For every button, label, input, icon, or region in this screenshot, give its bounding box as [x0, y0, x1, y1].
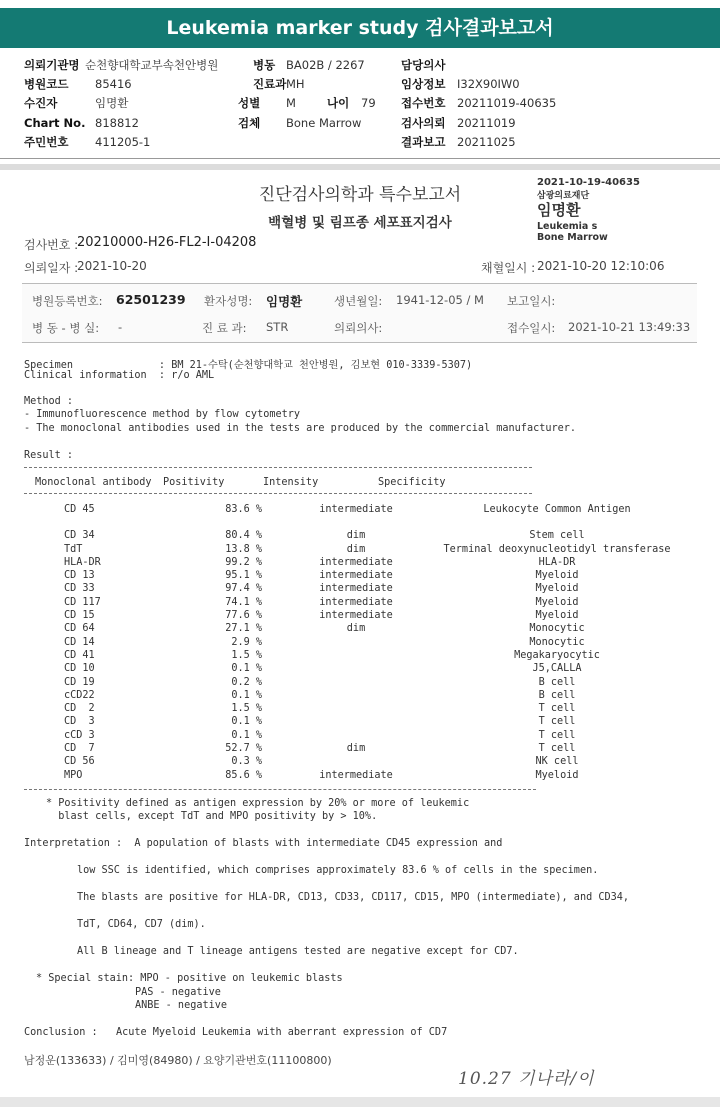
intensity-cell: [262, 662, 412, 675]
result-heading: Result :: [24, 450, 74, 461]
antibody-cell: HLA-DR: [64, 556, 101, 568]
specificity-cell: NK cell: [535, 756, 579, 768]
report-header-title: Leukemia marker study 검사결과보고서: [0, 8, 720, 48]
stamp-name: 임명환: [537, 201, 581, 219]
intensity-cell: dim: [346, 530, 366, 542]
header-field-label: 임상정보: [401, 77, 446, 91]
report-date-label: 보고일시:: [507, 294, 556, 308]
intensity-cell: intermediate: [319, 596, 393, 608]
table-row: [24, 636, 702, 649]
interpretation-line-4: TdT, CD64, CD7 (dim).: [77, 919, 206, 930]
header-field-label: 성별: [238, 96, 261, 110]
report-title: 진단검사의학과 특수보고서: [258, 185, 462, 205]
header-field-value: MH: [286, 77, 305, 91]
header-field-value: BA02B / 2267: [286, 58, 365, 72]
positivity-cell: 99.2 %: [225, 556, 262, 568]
ward-label: 병 동 - 병 실:: [32, 321, 100, 335]
specificity-cell: Myeloid: [535, 610, 579, 622]
antibody-cell: MPO: [64, 769, 83, 781]
table-row: [24, 569, 702, 582]
header-field-value: M: [286, 96, 296, 110]
header-field-value: 20211019: [457, 116, 516, 130]
intensity-cell: dim: [346, 543, 366, 555]
page-bottom-edge: [0, 1097, 720, 1107]
exam-number-label: 검사번호 :: [24, 238, 79, 252]
antibody-cell: TdT: [64, 543, 83, 555]
intensity-cell: [262, 676, 412, 689]
table-row: [24, 662, 702, 675]
antibody-cell: CD 3: [64, 716, 95, 728]
specificity-cell: J5,CALLA: [532, 663, 582, 675]
patient-name-label: 환자성명:: [204, 294, 253, 308]
positivity-cell: 80.4 %: [225, 530, 262, 542]
specificity-cell: B cell: [538, 689, 576, 701]
conclusion-line: Conclusion : Acute Myeloid Leukemia with aberrant expression of CD7: [24, 1027, 448, 1038]
dob-label: 생년월일:: [334, 294, 383, 308]
interpretation-line-5: All B lineage and T lineage antigens tested are negative except for CD7.: [77, 946, 519, 957]
page-gap: [0, 164, 720, 170]
antibody-cell: CD 14: [64, 636, 95, 648]
header-field-label: 검사의뢰: [401, 116, 446, 130]
header-field-label: 주민번호: [24, 135, 69, 149]
specificity-cell: Stem cell: [529, 530, 585, 542]
intensity-cell: intermediate: [319, 504, 393, 515]
antibody-cell: CD 15: [64, 610, 95, 622]
header-field-value: 85416: [95, 77, 132, 91]
stamp-test: Leukemia s: [537, 221, 598, 232]
intensity-cell: intermediate: [319, 556, 393, 568]
specificity-cell: Myeloid: [535, 769, 579, 781]
antibody-cell: CD 64: [64, 623, 95, 635]
table-spacer-row: [24, 516, 702, 529]
intensity-cell: [262, 755, 412, 768]
header-field-label: 담당의사: [401, 58, 446, 72]
dept-label: 진 료 과:: [202, 321, 247, 335]
report-subtitle: 백혈병 및 림프종 세포표지검사: [268, 215, 452, 231]
specificity-cell: Monocytic: [529, 623, 585, 635]
table-row: [24, 742, 702, 755]
positivity-cell: 74.1 %: [225, 596, 262, 608]
table-row: [24, 622, 702, 635]
table-row: [24, 529, 702, 542]
interpretation-line-1: Interpretation : A population of blasts with intermediate CD45 expression and: [24, 838, 503, 849]
specificity-cell: Myeloid: [535, 583, 579, 595]
table-row: [24, 543, 702, 556]
antibody-cell: cCD22: [64, 689, 95, 701]
dob: 1941-12-05 / M: [396, 293, 484, 307]
request-date-label: 의뢰일자 :: [24, 261, 79, 275]
clinical-info-line: Clinical information : r/o AML: [24, 370, 215, 381]
method-line-1: - Immunofluorescence method by flow cytometry: [24, 409, 301, 420]
positivity-cell: 97.4 %: [225, 583, 262, 595]
header-field-value: 20211019-40635: [457, 96, 557, 110]
positivity-cell: 83.6 %: [225, 504, 262, 515]
positivity-cell: 0.2 %: [231, 676, 262, 688]
table-row: [24, 689, 702, 702]
header-field-label: 결과보고: [401, 135, 446, 149]
antibody-cell: CD 117: [64, 596, 101, 608]
intensity-cell: [262, 729, 412, 742]
patient-name: 임명환: [266, 294, 303, 309]
antibody-cell: CD 34: [64, 530, 95, 542]
specificity-cell: Megakaryocytic: [514, 649, 600, 661]
antibody-cell: CD 41: [64, 649, 95, 661]
receipt-date: 2021-10-21 13:49:33: [568, 320, 691, 334]
table-row: [24, 676, 702, 689]
positivity-cell: 0.1 %: [231, 689, 262, 701]
special-stain-line-1: * Special stain: MPO - positive on leukemic blasts: [36, 973, 343, 984]
table-row: [24, 729, 702, 742]
specificity-cell: T cell: [538, 716, 576, 728]
receipt-date-label: 접수일시:: [507, 321, 556, 335]
table-row: [24, 582, 702, 595]
collect-date: 2021-10-20 12:10:06: [537, 259, 665, 273]
positivity-cell: 95.1 %: [225, 570, 262, 582]
positivity-cell: 1.5 %: [231, 703, 262, 715]
header-field-value: 411205-1: [95, 135, 151, 149]
positivity-note-1: * Positivity defined as antigen expression by 20% or more of leukemic: [46, 798, 470, 809]
header-divider: [0, 158, 720, 159]
header-field-label: 검체: [238, 116, 261, 130]
table-row: [24, 596, 702, 609]
positivity-note-2: blast cells, except TdT and MPO positivity by > 10%.: [46, 811, 378, 822]
intensity-cell: intermediate: [319, 610, 393, 622]
specificity-cell: Myeloid: [535, 596, 579, 608]
antibody-cell: CD 45: [64, 504, 95, 515]
positivity-cell: 0.3 %: [231, 756, 262, 768]
table-row: [24, 556, 702, 569]
header-field-value: Bone Marrow: [286, 116, 362, 130]
positivity-cell: 2.9 %: [231, 636, 262, 648]
specificity-cell: T cell: [538, 703, 576, 715]
positivity-cell: 0.1 %: [231, 729, 262, 741]
header-field-value: 순천향대학교부속천안병원: [85, 58, 219, 72]
specificity-cell: T cell: [538, 743, 576, 755]
header-field-label: 나이: [327, 96, 350, 110]
intensity-cell: intermediate: [319, 583, 393, 595]
intensity-cell: [262, 702, 412, 715]
positivity-cell: 0.1 %: [231, 663, 262, 675]
stamp-specimen: Bone Marrow: [537, 232, 608, 243]
method-heading: Method :: [24, 396, 74, 407]
specificity-cell: HLA-DR: [538, 556, 576, 568]
result-header-rule: [24, 493, 532, 494]
result-bottom-rule: [24, 789, 536, 790]
intensity-cell: intermediate: [319, 769, 393, 781]
table-row: [24, 755, 702, 768]
header-field-label: 수진자: [24, 96, 58, 110]
special-stain-line-3: ANBE - negative: [135, 1000, 228, 1011]
exam-number: 20210000-H26-FL2-I-04208: [77, 235, 257, 250]
table-row: [24, 609, 702, 622]
col-header-specificity: Specificity: [378, 477, 446, 488]
specificity-cell: Leukocyte Common Antigen: [483, 504, 631, 515]
spacer-cell: [24, 516, 702, 529]
positivity-cell: 77.6 %: [225, 610, 262, 622]
header-field-label: 병동: [253, 58, 276, 72]
antibody-cell: CD 33: [64, 583, 95, 595]
result-top-rule: [24, 467, 532, 468]
antibody-cell: CD 13: [64, 570, 95, 582]
antibody-cell: cCD 3: [64, 729, 95, 741]
intensity-cell: [262, 649, 412, 662]
intensity-cell: intermediate: [319, 570, 393, 582]
handwritten-signature: 10.27 기나라/이: [458, 1069, 595, 1089]
intensity-cell: dim: [346, 743, 366, 755]
col-header-positivity: Positivity: [163, 477, 225, 488]
table-row: [24, 769, 702, 782]
special-stain-line-2: PAS - negative: [135, 987, 221, 998]
table-row: [24, 503, 702, 516]
header-field-label: 병원코드: [24, 77, 69, 91]
result-table-body: [24, 503, 702, 782]
header-field-label: 의뢰기관명: [24, 58, 80, 72]
col-header-antibody: Monoclonal antibody: [35, 477, 152, 488]
intensity-cell: [262, 636, 412, 649]
intensity-cell: [262, 689, 412, 702]
positivity-cell: 52.7 %: [225, 743, 262, 755]
specificity-cell: Myeloid: [535, 570, 579, 582]
intensity-cell: dim: [346, 623, 366, 635]
positivity-cell: 0.1 %: [231, 716, 262, 728]
interpretation-line-3: The blasts are positive for HLA-DR, CD13, CD33, CD117, CD15, MPO (intermediate), and CD34,: [77, 892, 630, 903]
intensity-cell: [262, 715, 412, 728]
reg-no: 62501239: [116, 292, 186, 307]
doctor-label: 의뢰의사:: [334, 321, 383, 335]
positivity-cell: 13.8 %: [225, 543, 262, 555]
header-field-value: I32X90IW0: [457, 77, 520, 91]
antibody-cell: CD 10: [64, 663, 95, 675]
specificity-cell: Terminal deoxynucleotidyl transferase: [443, 543, 671, 555]
dept: STR: [266, 320, 289, 334]
table-row: [24, 649, 702, 662]
header-field-value: 818812: [95, 116, 139, 130]
request-date: 2021-10-20: [77, 259, 147, 273]
header-field-value: 79: [361, 96, 376, 110]
ward: -: [118, 320, 123, 334]
header-field-value: 임명환: [95, 96, 129, 110]
header-field-label: 접수번호: [401, 96, 446, 110]
interpretation-line-2: low SSC is identified, which comprises approximately 83.6 % of cells in the specimen.: [77, 865, 599, 876]
col-header-intensity: Intensity: [263, 477, 319, 488]
registration-info-box: [22, 283, 697, 343]
antibody-cell: CD 56: [64, 756, 95, 768]
positivity-cell: 85.6 %: [225, 769, 262, 781]
reg-no-label: 병원등록번호:: [32, 294, 103, 308]
antibody-cell: CD 7: [64, 743, 95, 755]
method-line-2: - The monoclonal antibodies used in the tests are produced by the commercial manufacturer.: [24, 423, 577, 434]
specificity-cell: Monocytic: [529, 636, 585, 648]
signatures: 남정운(133633) / 김미영(84980) / 요양기관번호(11100800): [24, 1054, 332, 1067]
specificity-cell: B cell: [538, 676, 576, 688]
header-field-label: 진료과: [253, 77, 287, 91]
table-row: [24, 715, 702, 728]
positivity-cell: 1.5 %: [231, 649, 262, 661]
header-field-value: 20211025: [457, 135, 516, 149]
table-row: [24, 702, 702, 715]
collect-date-label: 채혈일시 :: [481, 261, 536, 275]
specimen-line: Specimen : BM 21-수탁(순천향대학교 천안병원, 김보현 010-3339-5307): [24, 360, 473, 371]
stamp-org: 삼광의료재단: [537, 191, 590, 201]
result-table: [24, 503, 702, 782]
header-field-label: Chart No.: [24, 116, 86, 130]
antibody-cell: CD 2: [64, 703, 95, 715]
antibody-cell: CD 19: [64, 676, 95, 688]
positivity-cell: 27.1 %: [225, 623, 262, 635]
specificity-cell: T cell: [538, 729, 576, 741]
stamp-number: 2021-10-19-40635: [537, 177, 640, 188]
